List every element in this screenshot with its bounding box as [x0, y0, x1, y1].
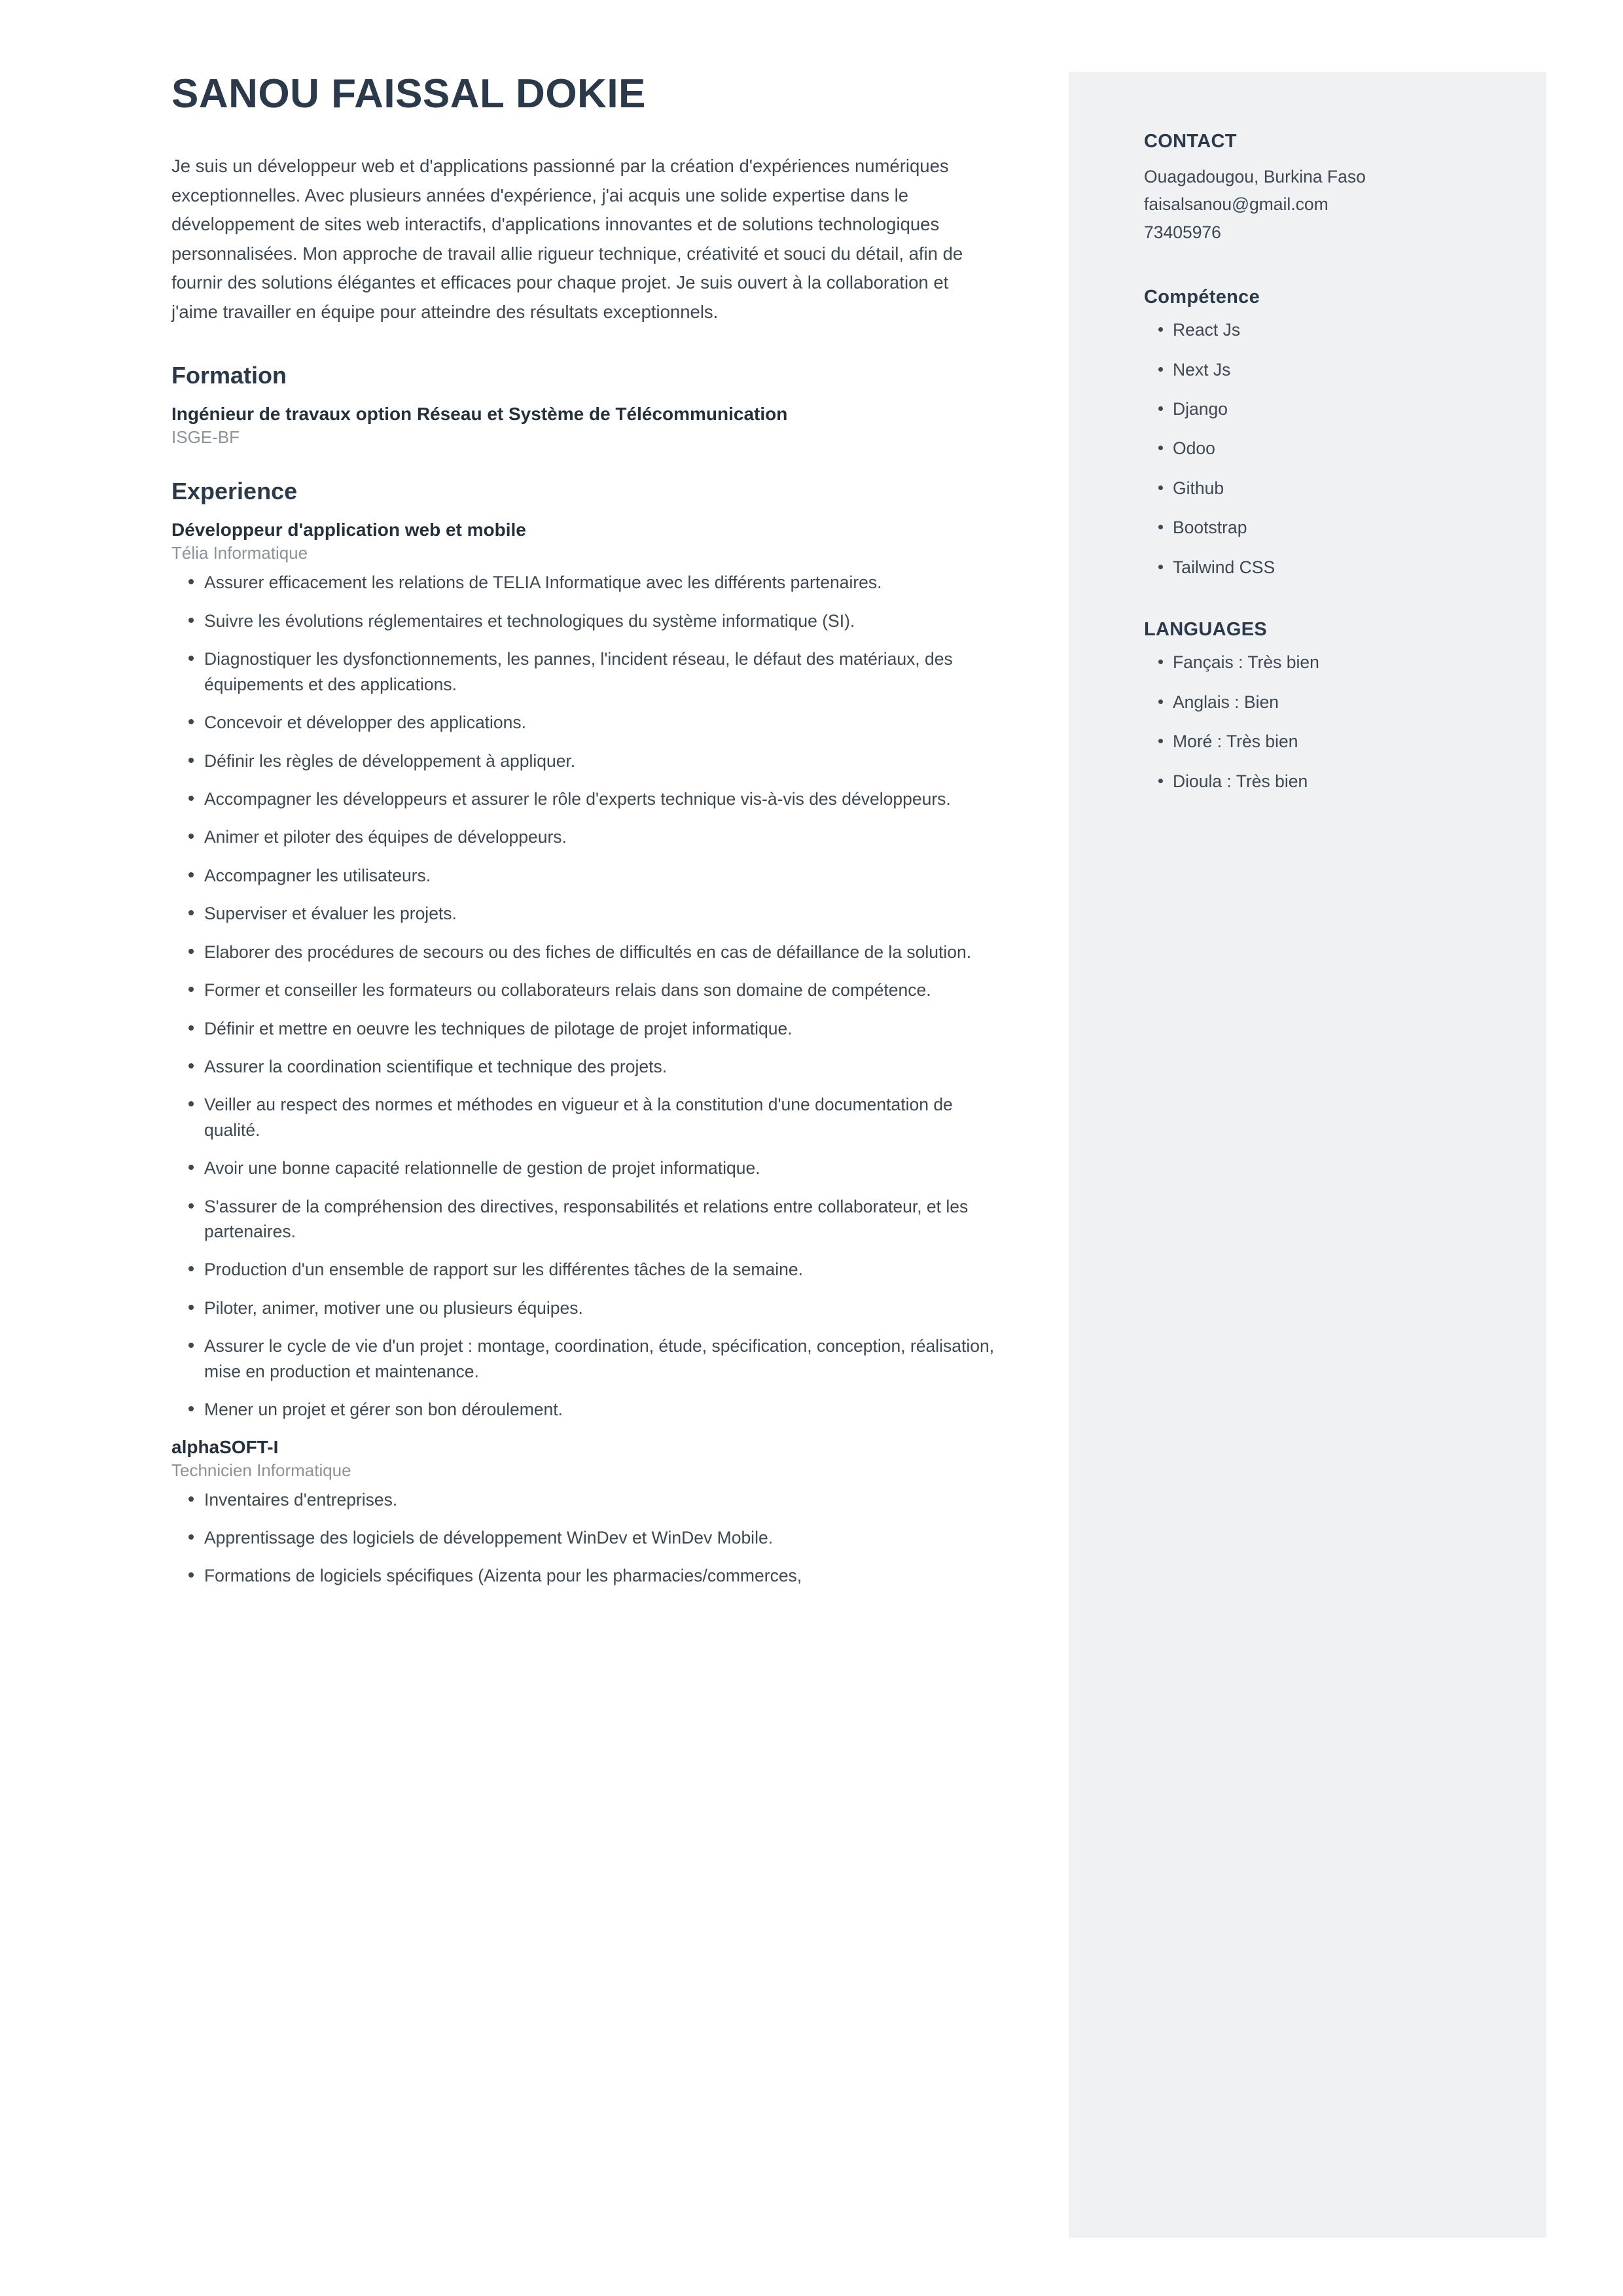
list-item: Bootstrap: [1144, 516, 1488, 539]
list-item: Assurer la coordination scientifique et technique des projets.: [171, 1054, 1009, 1079]
experience-section: [171, 478, 1016, 1588]
summary-paragraph: Je suis un développeur web et d'applications passionné par la création d'expériences numériques exceptionnelles. Avec plusieurs années d'expérience, j'ai acquis une solide expertise dans le développement de sites web interactifs, d'applications innovantes et de solutions technologiques personnalisées. Mon approche de travail allie rigueur technique, créativité et souci du détail, afin de fournir des solutions élégantes et efficaces pour chaque projet. Je suis ouvert à la collaboration et j'aime travailler en équipe pour atteindre des résultats exceptionnels.: [171, 156, 963, 322]
job-company: Télia Informatique: [171, 543, 308, 563]
list-item: Assurer le cycle de vie d'un projet : montage, coordination, étude, spécification, conception, réalisation, mise en production et maintenance.: [171, 1333, 1009, 1384]
list-item: React Js: [1144, 319, 1488, 341]
experience-entry: [171, 520, 1016, 1422]
list-item: Next Js: [1144, 359, 1488, 381]
list-item: Anglais : Bien: [1144, 691, 1488, 713]
page-title: SANOU FAISSAL DOKIE: [171, 71, 646, 116]
job-bullets: [171, 1487, 1016, 1589]
list-item: Définir les règles de développement à appliquer.: [171, 749, 1009, 773]
list-item: Accompagner les développeurs et assurer le rôle d'experts technique vis-à-vis des développeurs.: [171, 786, 1009, 811]
list-item: Piloter, animer, motiver une ou plusieurs équipes.: [171, 1296, 1009, 1320]
formation-degree: Ingénieur de travaux option Réseau et Système de Télécommunication: [171, 404, 788, 425]
languages-list: [1144, 651, 1488, 792]
list-item: Elaborer des procédures de secours ou des fiches de difficultés en cas de défaillance de la solution.: [171, 940, 1009, 964]
list-item: Dioula : Très bien: [1144, 770, 1488, 792]
contact-email[interactable]: faisalsanou@gmail.com: [1144, 194, 1329, 215]
job-bullets: [171, 570, 1016, 1422]
formation-section: [171, 362, 1016, 448]
contact-heading: CONTACT: [1144, 131, 1237, 152]
list-item: S'assurer de la compréhension des directives, responsabilités et relations entre collaborateur, et les partenaires.: [171, 1194, 1009, 1245]
list-item: Tailwind CSS: [1144, 556, 1488, 578]
formation-heading: Formation: [171, 362, 287, 389]
job-title: alphaSOFT-I: [171, 1436, 279, 1457]
list-item: Assurer efficacement les relations de TELIA Informatique avec les différents partenaires.: [171, 570, 1009, 595]
skills-heading: Compétence: [1144, 287, 1260, 308]
list-item: Former et conseiller les formateurs ou collaborateurs relais dans son domaine de compétence.: [171, 978, 1009, 1002]
list-item: Django: [1144, 398, 1488, 420]
languages-heading: LANGUAGES: [1144, 619, 1267, 641]
skills-list: [1144, 319, 1488, 578]
list-item: Mener un projet et gérer son bon déroulement.: [171, 1397, 1009, 1422]
list-item: Apprentissage des logiciels de développement WinDev et WinDev Mobile.: [171, 1525, 1009, 1550]
formation-school: ISGE-BF: [171, 427, 240, 448]
list-item: Animer et piloter des équipes de développeurs.: [171, 824, 1009, 849]
contact-location: Ouagadougou, Burkina Faso: [1144, 167, 1366, 186]
list-item: Moré : Très bien: [1144, 730, 1488, 752]
list-item: Fançais : Très bien: [1144, 651, 1488, 673]
list-item: Définir et mettre en oeuvre les techniques de pilotage de projet informatique.: [171, 1016, 1009, 1041]
list-item: Avoir une bonne capacité relationnelle de gestion de projet informatique.: [171, 1156, 1009, 1180]
languages-section: [1144, 619, 1488, 792]
list-item: Suivre les évolutions réglementaires et technologiques du système informatique (SI).: [171, 609, 1009, 633]
experience-entry: [171, 1437, 1016, 1589]
list-item: Veiller au respect des normes et méthodes en vigueur et à la constitution d'une documentation de qualité.: [171, 1092, 1009, 1142]
list-item: Odoo: [1144, 437, 1488, 459]
experience-heading: Experience: [171, 478, 298, 505]
sidebar-panel: [1069, 72, 1546, 2238]
list-item: Formations de logiciels spécifiques (Aizenta pour les pharmacies/commerces,: [171, 1563, 1009, 1588]
main-column: [171, 72, 1016, 1602]
job-title: Développeur d'application web et mobile: [171, 520, 526, 540]
list-item: Production d'un ensemble de rapport sur les différentes tâches de la semaine.: [171, 1257, 1009, 1282]
list-item: Diagnostiquer les dysfonctionnements, les pannes, l'incident réseau, le défaut des matériaux, des équipements et des applications.: [171, 646, 1009, 697]
contact-section: [1144, 131, 1488, 246]
list-item: Concevoir et développer des applications.: [171, 710, 1009, 735]
list-item: Superviser et évaluer les projets.: [171, 901, 1009, 926]
skills-section: [1144, 287, 1488, 578]
job-company: Technicien Informatique: [171, 1460, 351, 1480]
list-item: Inventaires d'entreprises.: [171, 1487, 1009, 1512]
list-item: Accompagner les utilisateurs.: [171, 863, 1009, 888]
contact-phone: 73405976: [1144, 222, 1221, 242]
list-item: Github: [1144, 477, 1488, 499]
